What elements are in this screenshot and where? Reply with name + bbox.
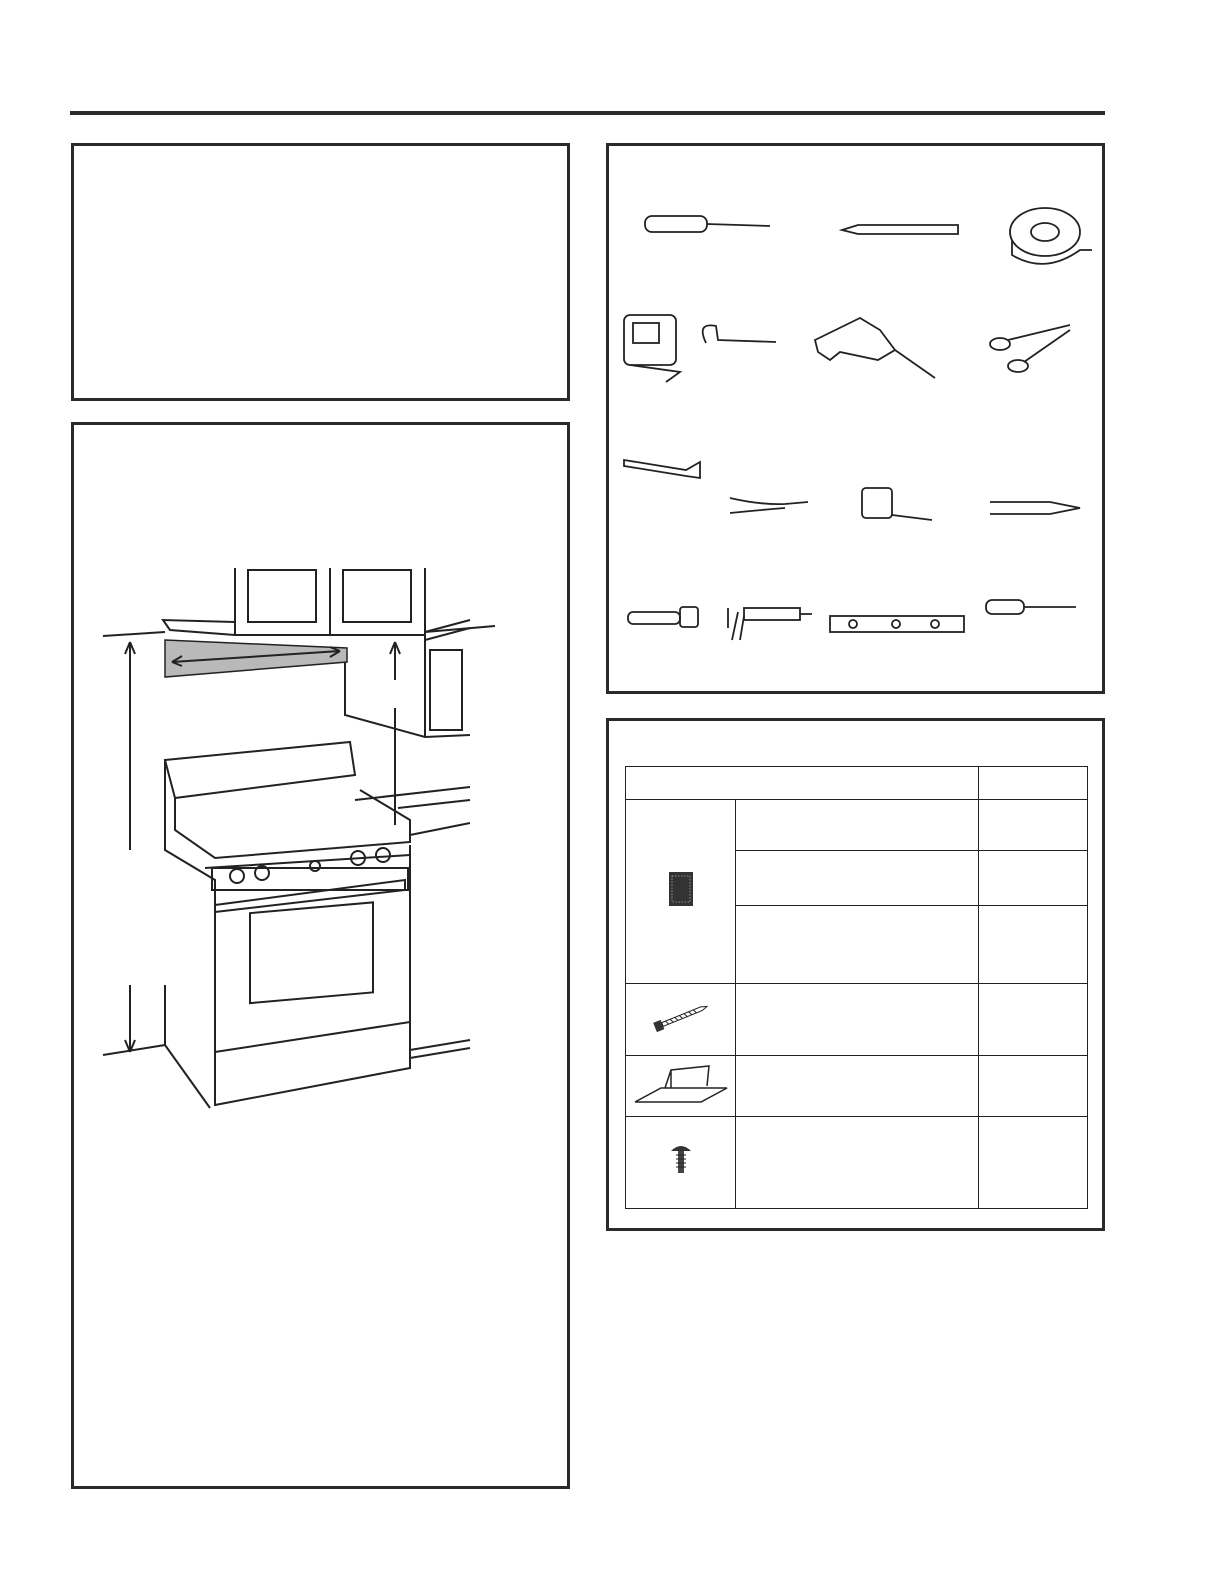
damper-bracket-icon <box>631 1058 731 1108</box>
tools-panel <box>606 143 1105 694</box>
wood-screw-icon <box>651 1002 711 1032</box>
header-quantity-cell <box>979 767 1088 800</box>
charcoal-filter-icon-cell <box>626 800 736 984</box>
wood-screw-icon-cell <box>626 983 736 1055</box>
charcoal-filter-icon <box>668 871 694 907</box>
intro-panel <box>71 143 570 401</box>
table-row <box>626 1116 1088 1208</box>
quantity-cell <box>979 1116 1088 1208</box>
part-description-cell <box>736 905 979 983</box>
quantity-cell <box>979 1056 1088 1116</box>
part-description-cell <box>736 800 979 851</box>
installation-space-panel <box>71 422 570 1489</box>
header-rule <box>70 111 1105 115</box>
quantity-cell <box>979 983 1088 1055</box>
part-description-cell <box>736 1056 979 1116</box>
quantity-cell <box>979 800 1088 851</box>
parts-table-header <box>626 767 1088 800</box>
part-description-cell <box>736 983 979 1055</box>
header-part-cell <box>626 767 979 800</box>
truss-head-screw-icon <box>669 1143 693 1177</box>
damper-bracket-icon-cell <box>626 1056 736 1116</box>
part-description-cell <box>736 1116 979 1208</box>
quantity-cell <box>979 851 1088 905</box>
table-row <box>626 983 1088 1055</box>
part-description-cell <box>736 851 979 905</box>
truss-head-screw-icon-cell <box>626 1116 736 1208</box>
table-row <box>626 1056 1088 1116</box>
table-row <box>626 800 1088 851</box>
parts-table <box>625 766 1088 1209</box>
quantity-cell <box>979 905 1088 983</box>
